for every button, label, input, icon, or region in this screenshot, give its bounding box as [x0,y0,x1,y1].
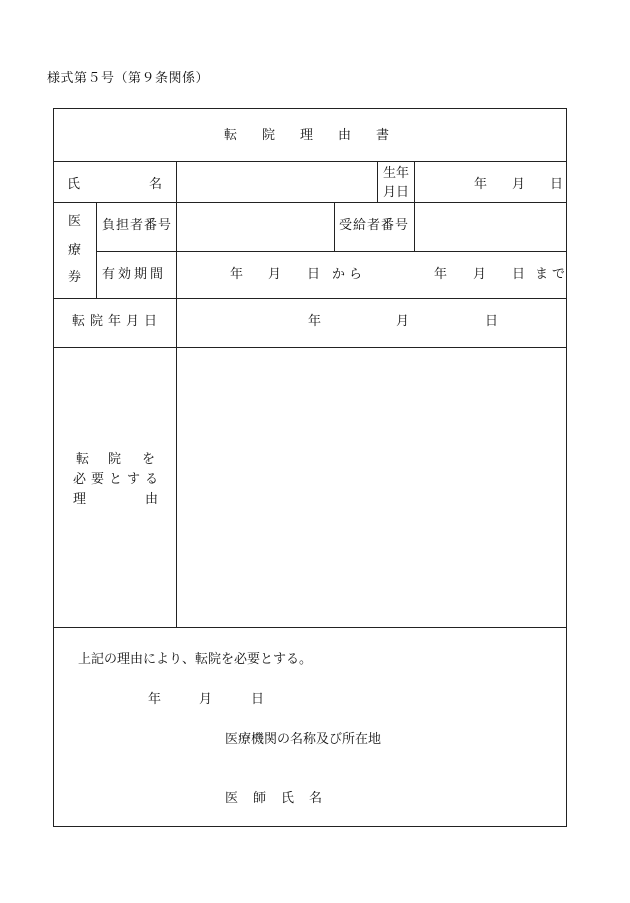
validity-to-year: 年 [434,267,448,282]
reason-label-line3-right: 由 [145,492,159,507]
name-label-left: 氏 [67,177,81,192]
birth-month-label: 月 [512,177,526,192]
reason-field[interactable] [177,348,566,627]
validity-from-month: 月 [268,267,282,282]
burden-number-label: 負担者番号 [102,218,173,233]
form-number-label: 様式第５号（第９条関係） [47,71,210,86]
validity-label: 有効期間 [102,267,167,282]
recipient-number-field[interactable] [415,203,566,251]
transfer-date-label: 転院年月日 [72,314,163,329]
validity-to-month: 月 [473,267,487,282]
divider-reason [54,627,566,628]
footer-month: 月 [199,692,213,707]
validity-to-suffix: まで [535,267,570,282]
footer-day: 日 [251,692,265,707]
ticket-label-2: 療 [68,243,82,258]
transfer-date-month: 月 [396,314,410,329]
transfer-date-year: 年 [308,314,322,329]
burden-number-field[interactable] [177,203,334,251]
divider-birth-left [377,161,378,202]
institution-label: 医療機関の名称及び所在地 [225,732,382,747]
validity-to-day: 日 [512,267,526,282]
footer-year: 年 [148,692,162,707]
validity-from-year: 年 [230,267,244,282]
ticket-label-3: 券 [68,270,82,285]
transfer-reason-form: 転 院 理 由 書 氏 名 生年 月日 年 月 日 医 療 券 負担者番号 受給者番号 有効期間 年 月 日 から 年 月 日 まで 転院年月日 年 月 日 転 院 を 必 要 と す る 理 由 上記の理由により、転院を必要とする。 年 月 日 医療機関の名称及び所在地 医 師 氏 名 [53,108,567,827]
reason-label-line3-left: 理 [73,492,87,507]
ticket-label-1: 医 [68,214,82,229]
statement-text: 上記の理由により、転院を必要とする。 [78,652,313,667]
transfer-date-day: 日 [485,314,499,329]
divider-ticket-column [96,202,97,298]
validity-from-suffix: から [332,267,367,282]
recipient-number-label: 受給者番号 [339,218,410,233]
divider-recipient-left [334,202,335,251]
birth-year-label: 年 [474,177,488,192]
name-field[interactable] [177,162,377,202]
birth-day-label: 日 [550,177,564,192]
birth-label-top: 生年 [383,166,410,181]
name-label-right: 名 [149,177,163,192]
birth-label-bottom: 月日 [383,185,410,200]
divider-ticket [54,298,566,299]
validity-from-day: 日 [307,267,321,282]
divider-ticket-mid [96,251,566,252]
